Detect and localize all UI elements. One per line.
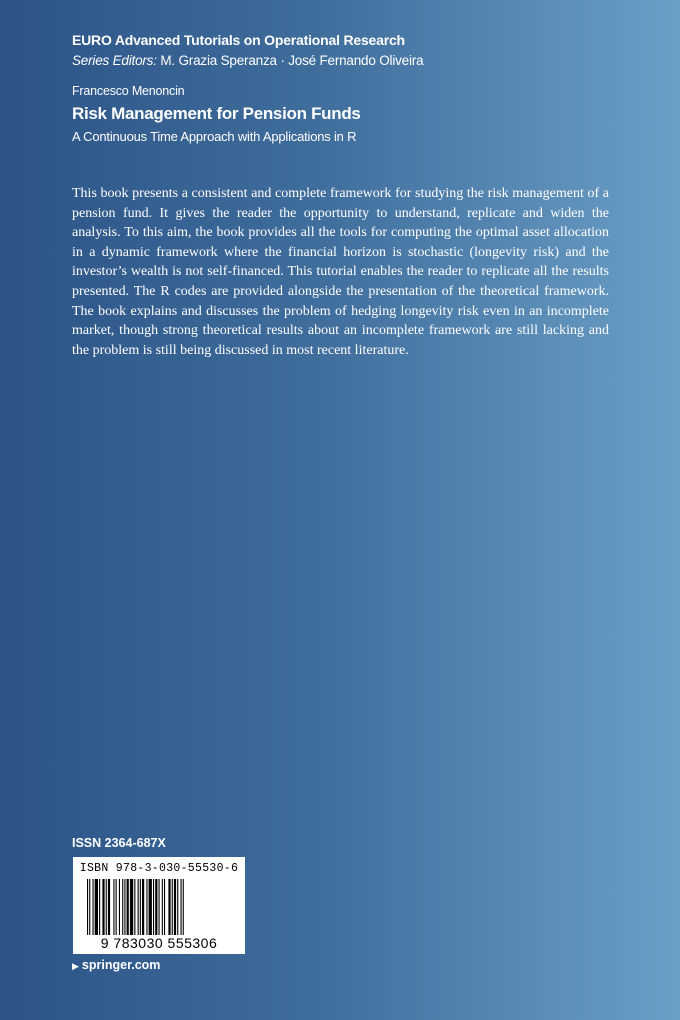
isbn-barcode (73, 857, 245, 954)
publisher-link[interactable] (72, 958, 160, 972)
book-author: Francesco Menoncin (72, 84, 185, 98)
isbn-text: ISBN 978-3-030-55530-6 (79, 862, 239, 875)
series-editors-names: M. Grazia Speranza · José Fernando Oliveira (160, 53, 424, 68)
book-description: This book presents a consistent and complete framework for studying the risk management of a pension fund. It gives the reader the opportunity to understand, replicate and widen the analysis. To this aim, the book provides all the tools for computing the optimal asset allocation in a dynamic framework where the financial horizon is stochastic (longevity risk) and the investor’s wealth is not self-financed. This tutorial enables the reader to replicate all the results presented. The R codes are provided alongside the presentation of the theoretical framework. The book explains and discusses the problem of hedging longevity risk even in an incomplete market, though strong theoretical results about an incomplete framework are still lacking and the problem is still being discussed in most recent literature. (72, 186, 609, 358)
publisher-url[interactable]: springer.com (81, 958, 161, 972)
series-editors-label: Series Editors: (72, 53, 157, 68)
series-editors (72, 53, 423, 68)
barcode-digits: 9 783030 555306 (100, 935, 218, 951)
book-subtitle: A Continuous Time Approach with Applications in R (72, 129, 357, 144)
book-title: Risk Management for Pension Funds (72, 104, 361, 123)
barcode-bars-icon (87, 879, 231, 935)
triangle-right-icon: ▶ (72, 961, 79, 971)
series-title: EURO Advanced Tutorials on Operational Research (72, 32, 405, 48)
issn-number: ISSN 2364-687X (72, 836, 166, 850)
